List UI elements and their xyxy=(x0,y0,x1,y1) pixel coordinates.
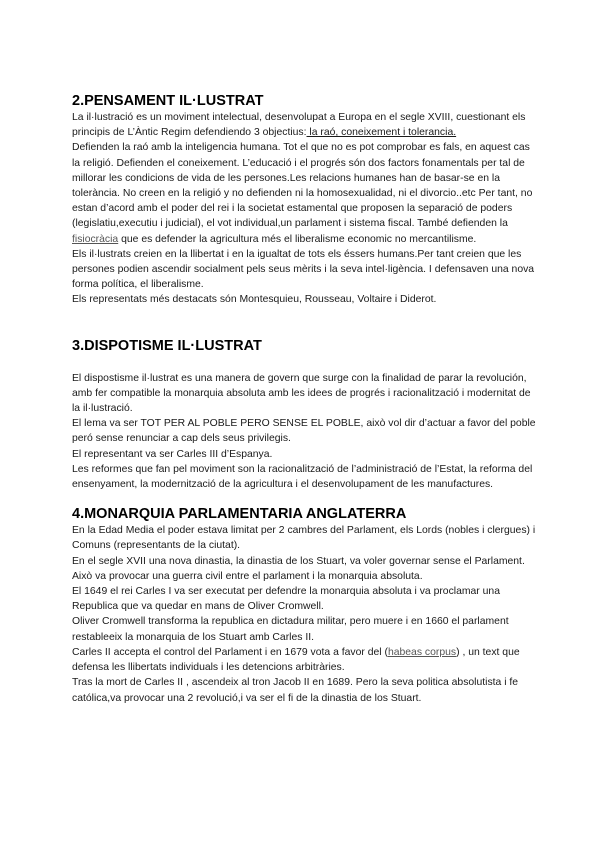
paragraph-text: ) , un text que defensa les llibertats individuals i les detencions arbitràries. xyxy=(72,646,520,674)
paragraph: Tras la mort de Carles II , ascendeix al tron Jacob II en 1689. Pero la seva politica absolutista i fe católica,va provocar una 2 revolució,i va ser el fi de la dinastia de los Stuart. xyxy=(72,677,519,704)
underlined-objectives: la raó, coneixement i tolerancia. xyxy=(306,127,457,139)
document-page xyxy=(72,92,536,706)
paragraph: El dispostisme il·lustrat es una manera de govern que surge con la finalidad de parar la revolución, amb fer compatible la monarquia absoluta amb les idees de progrés i racionalització i modernitat de la il·lustració. xyxy=(72,372,531,415)
paragraph xyxy=(72,645,536,675)
paragraph: Els il·lustrats creien en la llibertat i en la igualtat de tots els éssers humans.Per tant creien que les persones podien ascendir socialment pels seus mèrits i la seva intel·ligència. I defensaven una nova forma política, el liberalisme. xyxy=(72,248,535,291)
habeas-corpus-link[interactable]: habeas corpus xyxy=(387,646,457,658)
paragraph: En la Edad Media el poder estava limitat per 2 cambres del Parlament, els Lords (nobles i clergues) i Comuns (representants de la ciutat). xyxy=(72,525,536,552)
fisiocracia-link[interactable]: fisiocràcia xyxy=(72,233,119,245)
paragraph: Les reformes que fan pel moviment son la racionalització de l’administració de l’Estat, la reforma del ensenyament, la modernització de la agricultura i el desenvolupament de les manufactures. xyxy=(72,463,533,491)
paragraph-text: Defienden la raó amb la inteligencia humana. Tot el que no es pot comprobar es fals, en aquest cas la religió. Defienden el coneixement. L’educació i el progrés són dos factors fonamentals per tal de millorar les condicions de vida de les persones.Les relacions humanes han de basar-se en la tolerància. No creen en la religió y no defienden ni la homosexualidad, ni el divorcio..etc Per tant, no estan d’acord amb el poder del rei i la societat estamental que proposen la separació de poders (legislatiu,executiu i judicial), el vot individual,un parlament i sistema fiscal. També defienden la xyxy=(72,142,533,230)
paragraph-text: La il·lustració es un moviment intelectual, desenvolupat a Europa en el segle XVIII, cuestionant els principis de L’Àntic Regim defendiendo 3 objectius: xyxy=(72,112,526,139)
heading-monarquia-parlamentaria: 4.MONARQUIA PARLAMENTARIA ANGLATERRA xyxy=(72,506,407,523)
paragraph: En el segle XVII una nova dinastia, la dinastia de los Stuart, va voler governar sense el Parlament. Això va provocar una guerra civil entre el parlament i la monarquia absoluta. xyxy=(72,555,525,582)
paragraph xyxy=(72,140,536,246)
heading-despotisme-illustrat: 3.DISPOTISME IL·LUSTRAT xyxy=(72,337,262,354)
paragraph: El 1649 el rei Carles I va ser executat per defendre la monarquia absoluta i va proclamar una Republica que va quedar en mans de Oliver Cromwell. xyxy=(72,586,500,613)
paragraph: El lema va ser TOT PER AL POBLE PERO SENSE EL POBLE, això vol dir d’actuar a favor del poble peró sense renunciar a cap dels seus privilegis. xyxy=(72,418,536,445)
heading-pensament-illustrat: 2.PENSAMENT IL·LUSTRAT xyxy=(72,93,264,109)
paragraph: Oliver Cromwell transforma la republica en dictadura militar, pero muere i en 1660 el parlament restableeix la monarquia de los Stuart amb Carles II. xyxy=(72,616,509,643)
paragraph xyxy=(72,110,536,140)
paragraph: Els representats més destacats són Montesquieu, Rousseau, Voltaire i Diderot. xyxy=(72,294,437,306)
paragraph-text: que es defender la agricultura més el liberalisme economic no mercantilisme. xyxy=(118,233,477,245)
paragraph: El representant va ser Carles III d’Espanya. xyxy=(72,448,273,460)
paragraph-text: Carles II accepta el control del Parlament i en 1679 vota a favor del ( xyxy=(72,646,388,658)
